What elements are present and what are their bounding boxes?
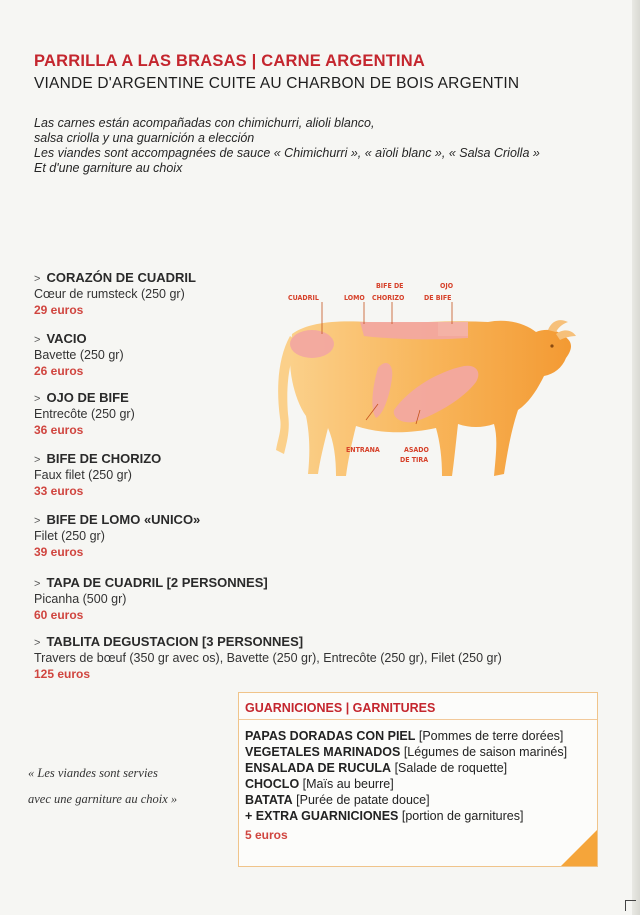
- garniture-item: [245, 808, 567, 824]
- folded-corner-icon: [561, 830, 597, 866]
- item-description: Bavette (250 gr): [34, 348, 124, 362]
- garniture-desc: [Salade de roquette]: [394, 761, 508, 775]
- item-name: BIFE DE LOMO «UNICO»: [46, 512, 201, 527]
- item-price: 125 euros: [34, 667, 91, 681]
- item-description: Picanha (500 gr): [34, 592, 127, 606]
- garniture-item: [245, 792, 567, 808]
- item-name: BIFE DE CHORIZO: [46, 451, 162, 466]
- arrow-icon: >: [34, 578, 41, 590]
- item-price: 33 euros: [34, 484, 84, 498]
- item-price: 26 euros: [34, 364, 84, 378]
- intro-line: Las carnes están acompañadas con chimichurri, alioli blanco,: [34, 116, 375, 130]
- item-name: CORAZÓN DE CUADRIL: [46, 270, 196, 285]
- garniture-item: [245, 776, 567, 792]
- section-title-es: PARRILLA A LAS BRASAS | CARNE ARGENTINA: [34, 52, 425, 70]
- garniture-item: [245, 744, 567, 760]
- serving-quote: [28, 760, 177, 812]
- item-description: Faux filet (250 gr): [34, 468, 132, 482]
- garniture-name: VEGETALES MARINADOS: [245, 745, 401, 759]
- cut-cuadril: [290, 330, 334, 358]
- garnitures-price: 5 euros: [245, 828, 288, 842]
- cut-label-de-tira: DE TIRA: [400, 456, 429, 464]
- garnitures-divider: [239, 719, 597, 720]
- beef-cuts-diagram: [268, 278, 580, 500]
- item-description: Filet (250 gr): [34, 529, 105, 543]
- item-price: 39 euros: [34, 545, 84, 559]
- item-price: 36 euros: [34, 423, 84, 437]
- intro-text: [34, 116, 540, 176]
- garniture-name: CHOCLO: [245, 777, 300, 791]
- arrow-icon: >: [34, 393, 41, 405]
- intro-line: Et d'une garniture au choix: [34, 161, 183, 175]
- cut-label-chorizo: CHORIZO: [372, 294, 405, 302]
- arrow-icon: >: [34, 515, 41, 527]
- menu-item: [34, 634, 502, 681]
- cut-label-asado: ASADO: [404, 446, 429, 454]
- menu-item: [34, 575, 268, 622]
- garniture-item: [245, 728, 567, 744]
- arrow-icon: >: [34, 454, 41, 466]
- quote-line: avec une garniture au choix »: [28, 792, 178, 806]
- item-description: Entrecôte (250 gr): [34, 407, 135, 421]
- cut-label-bife-de: BIFE DE: [376, 282, 404, 290]
- menu-item: [34, 331, 124, 378]
- garniture-desc: [Légumes de saison marinés]: [403, 745, 568, 759]
- arrow-icon: >: [34, 273, 41, 285]
- menu-item: [34, 270, 196, 317]
- cut-label-entrana: ENTRANA: [346, 446, 380, 454]
- item-description: Cœur de rumsteck (250 gr): [34, 287, 185, 301]
- cow-horn: [548, 320, 568, 332]
- garniture-desc: [Pommes de terre dorées]: [418, 729, 564, 743]
- arrow-icon: >: [34, 637, 41, 649]
- garniture-desc: [Maïs au beurre]: [302, 777, 394, 791]
- crop-mark: [625, 900, 636, 911]
- cut-label-cuadril: CUADRIL: [288, 294, 319, 302]
- arrow-icon: >: [34, 334, 41, 346]
- intro-line: Les viandes sont accompagnées de sauce « Chimichurri », « aïoli blanc », « Salsa Criolla »: [34, 146, 540, 160]
- item-name: OJO DE BIFE: [46, 390, 129, 405]
- cut-label-ojo: OJO: [440, 282, 454, 290]
- cow-eye: [550, 344, 553, 347]
- garniture-name: + EXTRA GUARNICIONES: [245, 809, 399, 823]
- item-name: TABLITA DEGUSTACION [3 PERSONNES]: [46, 634, 304, 649]
- item-description: Travers de bœuf (350 gr avec os), Bavette (250 gr), Entrecôte (250 gr), Filet (250 gr): [34, 651, 502, 665]
- garniture-desc: [Purée de patate douce]: [296, 793, 430, 807]
- item-price: 29 euros: [34, 303, 84, 317]
- garniture-name: BATATA: [245, 793, 293, 807]
- item-name: TAPA DE CUADRIL [2 PERSONNES]: [46, 575, 268, 590]
- quote-line: « Les viandes sont servies: [28, 766, 158, 780]
- menu-item: [34, 451, 161, 498]
- menu-item: [34, 512, 200, 559]
- item-price: 60 euros: [34, 608, 84, 622]
- garnitures-list: [245, 728, 567, 824]
- garniture-name: PAPAS DORADAS CON PIEL: [245, 729, 416, 743]
- garnitures-title: GUARNICIONES | GARNITURES: [245, 701, 436, 715]
- garniture-item: [245, 760, 567, 776]
- cut-label-de-bife: DE BIFE: [424, 294, 452, 302]
- page-edge: [632, 0, 640, 915]
- garnitures-box: [238, 692, 598, 867]
- garniture-name: ENSALADA DE RUCULA: [245, 761, 392, 775]
- cut-ojo-de-bife: [438, 322, 468, 336]
- item-name: VACIO: [46, 331, 87, 346]
- garniture-desc: [portion de garnitures]: [401, 809, 524, 823]
- menu-item: [34, 390, 135, 437]
- cut-label-lomo: LOMO: [344, 294, 365, 302]
- section-title-fr: VIANDE D'ARGENTINE CUITE AU CHARBON DE BOIS ARGENTIN: [34, 75, 520, 92]
- intro-line: salsa criolla y una guarnición a elección: [34, 131, 255, 145]
